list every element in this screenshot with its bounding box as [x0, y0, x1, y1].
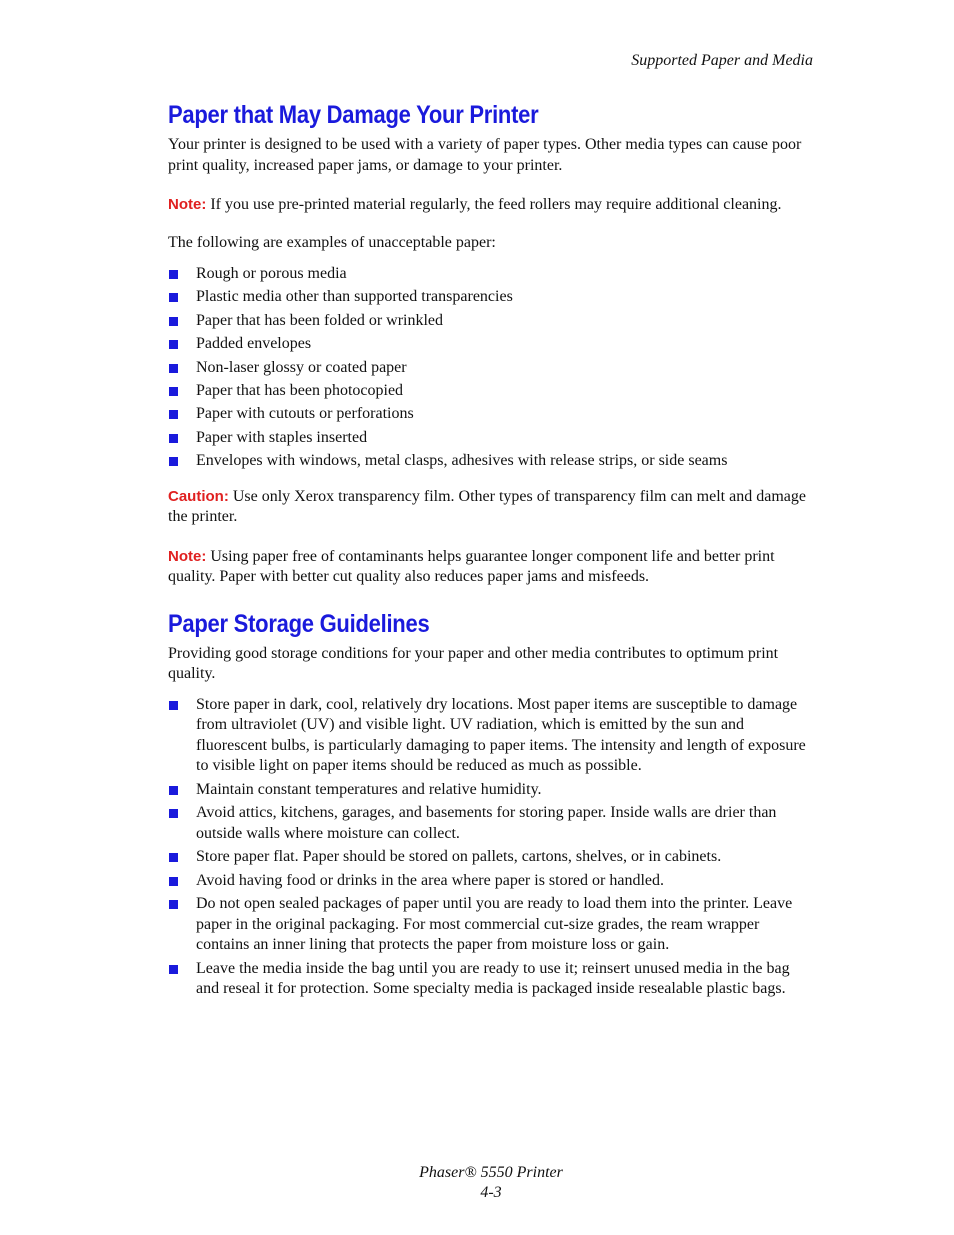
list-item: Do not open sealed packages of paper until you are ready to load them into the printer. Leave paper in the original packaging. For most commercial cut-size grades, the ream wrapper contains an inner lining that protects the paper from moisture loss or gain.	[168, 894, 816, 956]
running-header: Supported Paper and Media	[631, 52, 813, 69]
footer-page-number: 4-3	[480, 1184, 502, 1201]
bullet-square-icon	[169, 701, 178, 710]
caution-text: Use only Xerox transparency film. Other types of transparency film can melt and damage the printer.	[168, 487, 806, 526]
bullet-square-icon	[169, 270, 178, 279]
storage-guidelines-list	[168, 695, 816, 1000]
note-paragraph	[168, 547, 816, 588]
bullet-square-icon	[169, 965, 178, 974]
bullet-square-icon	[169, 786, 178, 795]
bullet-square-icon	[169, 434, 178, 443]
storage-intro-paragraph: Providing good storage conditions for your paper and other media contributes to optimum print quality.	[168, 644, 779, 683]
list-item: Non-laser glossy or coated paper	[168, 358, 816, 379]
note-label: Note:	[168, 196, 207, 213]
list-item: Envelopes with windows, metal clasps, adhesives with release strips, or side seams	[168, 451, 816, 472]
bullet-square-icon	[169, 317, 178, 326]
caution-label: Caution:	[168, 487, 229, 505]
list-item: Leave the media inside the bag until you are ready to use it; reinsert unused media in the bag and reseal it for protection. Some specialty media is packaged inside resealable plastic bags.	[168, 959, 816, 1000]
note-label: Note:	[168, 547, 207, 565]
list-item: Padded envelopes	[168, 334, 816, 355]
list-item: Store paper flat. Paper should be stored on pallets, cartons, shelves, or in cabinets.	[168, 847, 816, 868]
list-item: Paper with cutouts or perforations	[168, 404, 816, 425]
list-item: Paper that has been folded or wrinkled	[168, 311, 816, 332]
bullet-square-icon	[169, 410, 178, 419]
note-text: If you use pre-printed material regularly, the feed rollers may require additional cleaning.	[206, 196, 782, 213]
bullet-square-icon	[169, 853, 178, 862]
intro-paragraph: Your printer is designed to be used with a variety of paper types. Other media types can cause poor print quality, increased paper jams, or damage to your printer.	[168, 136, 802, 174]
note-text: Using paper free of contaminants helps guarantee longer component life and better print quality. Paper with better cut quality also reduces paper jams and misfeeds.	[168, 547, 775, 586]
list-item: Rough or porous media	[168, 264, 816, 285]
caution-paragraph	[168, 487, 816, 528]
bullet-square-icon	[169, 900, 178, 909]
bullet-square-icon	[169, 809, 178, 818]
section-title-storage: Paper Storage Guidelines	[168, 609, 430, 638]
bullet-square-icon	[169, 364, 178, 373]
unacceptable-paper-list	[168, 264, 816, 472]
bullet-square-icon	[169, 877, 178, 886]
bullet-square-icon	[169, 387, 178, 396]
examples-lead: The following are examples of unacceptable paper:	[168, 233, 496, 251]
list-item: Paper that has been photocopied	[168, 381, 816, 402]
list-item: Avoid having food or drinks in the area where paper is stored or handled.	[168, 871, 816, 892]
bullet-square-icon	[169, 457, 178, 466]
list-item: Maintain constant temperatures and relative humidity.	[168, 780, 816, 801]
list-item: Plastic media other than supported transparencies	[168, 287, 816, 308]
note-paragraph	[168, 195, 816, 216]
list-item: Paper with staples inserted	[168, 428, 816, 449]
bullet-square-icon	[169, 293, 178, 302]
bullet-square-icon	[169, 340, 178, 349]
list-item: Avoid attics, kitchens, garages, and basements for storing paper. Inside walls are drier than outside walls where moisture can collect.	[168, 803, 816, 844]
page-footer	[0, 1163, 954, 1203]
footer-product: Phaser® 5550 Printer	[419, 1164, 563, 1181]
section-title-damage: Paper that May Damage Your Printer	[168, 101, 539, 129]
list-item: Store paper in dark, cool, relatively dry locations. Most paper items are susceptible to damage from ultraviolet (UV) and visible light. UV radiation, which is emitted by the sun and fluorescent bulbs, is particularly damaging to paper items. The intensity and length of exposure to visible light on paper items should be reduced as much as possible.	[168, 695, 816, 777]
page-content	[168, 100, 816, 1003]
